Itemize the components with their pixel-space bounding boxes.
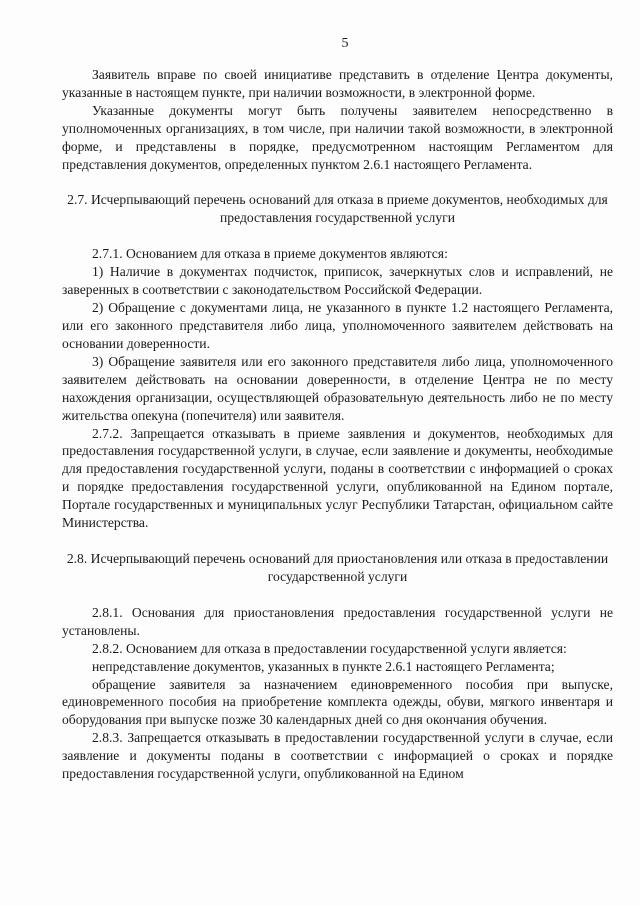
section-heading-2-7: 2.7. Исчерпывающий перечень оснований для отказа в приеме документов, необходимых для предоставления государственной услуги	[67, 192, 608, 226]
paragraph: Заявитель вправе по своей инициативе представить в отделение Центра документы, указанные в настоящем пункте, при наличии возможности, в электронной форме.	[62, 67, 613, 100]
paragraph: 2.7.2. Запрещается отказывать в приеме заявления и документов, необходимых для предоставления государственной услуги, в случае, если заявление и документы, необходимые для предоставления государственной услуги, поданы в соответствии с информацией о сроках и порядке предоставления государственной услуги, опубликованной на Едином портале, Портале государственных и муниципальных услуг Республики Татарстан, официальном сайте Министерства.	[62, 425, 613, 531]
paragraph: непредставление документов, указанных в пункте 2.6.1 настоящего Регламента;	[92, 658, 555, 674]
paragraph: 3) Обращение заявителя или его законного представителя либо лица, уполномоченного заявителем действовать на основании доверенности, в отделение Центра не по месту нахождения организации, осуществляющей образовательную деятельность либо не по месту жительства опекуна (попечителя) или заявителя.	[62, 353, 613, 423]
paragraph: 1) Наличие в документах подчисток, приписок, зачеркнутых слов и исправлений, не заверенных в соответствии с законодательством Российской Федерации.	[62, 264, 613, 298]
paragraph: обращение заявителя за назначением единовременного пособия при выпуске, единовременного пособия на приобретение комплекта одежды, обуви, мягкого инвентаря и оборудования при выпуске позже 30 календарных дней со дня окончания обучения.	[62, 676, 613, 728]
section-heading-2-8: 2.8. Исчерпывающий перечень оснований для приостановления или отказа в предоставлении государственной услуги	[66, 550, 609, 584]
document-body	[62, 66, 613, 783]
paragraph: 2.7.1. Основанием для отказа в приеме документов являются:	[92, 246, 448, 262]
paragraph: 2.8.1. Основания для приостановления предоставления государственной услуги не установлены.	[62, 604, 613, 638]
paragraph: 2) Обращение с документами лица, не указанного в пункте 1.2 настоящего Регламента, или его законного представителя либо лица, уполномоченного заявителем действовать на основании доверенности.	[62, 300, 613, 351]
paragraph: Указанные документы могут быть получены заявителем непосредственно в уполномоченных организациях, в том числе, при наличии такой возможности, в электронной форме, и представлены в порядке, предусмотренном настоящим Регламентом для представления документов, определенных пунктом 2.6.1 настоящего Регламента.	[62, 102, 613, 172]
paragraph: 2.8.3. Запрещается отказывать в предоставлении государственной услуги в случае, если заявление и документы поданы в соответствии с информацией о сроках и порядке предоставления государственной услуги, опубликованной на Едином	[62, 730, 613, 782]
paragraph: 2.8.2. Основанием для отказа в предоставлении государственной услуги является:	[92, 640, 567, 656]
page-number: 5	[341, 36, 349, 51]
